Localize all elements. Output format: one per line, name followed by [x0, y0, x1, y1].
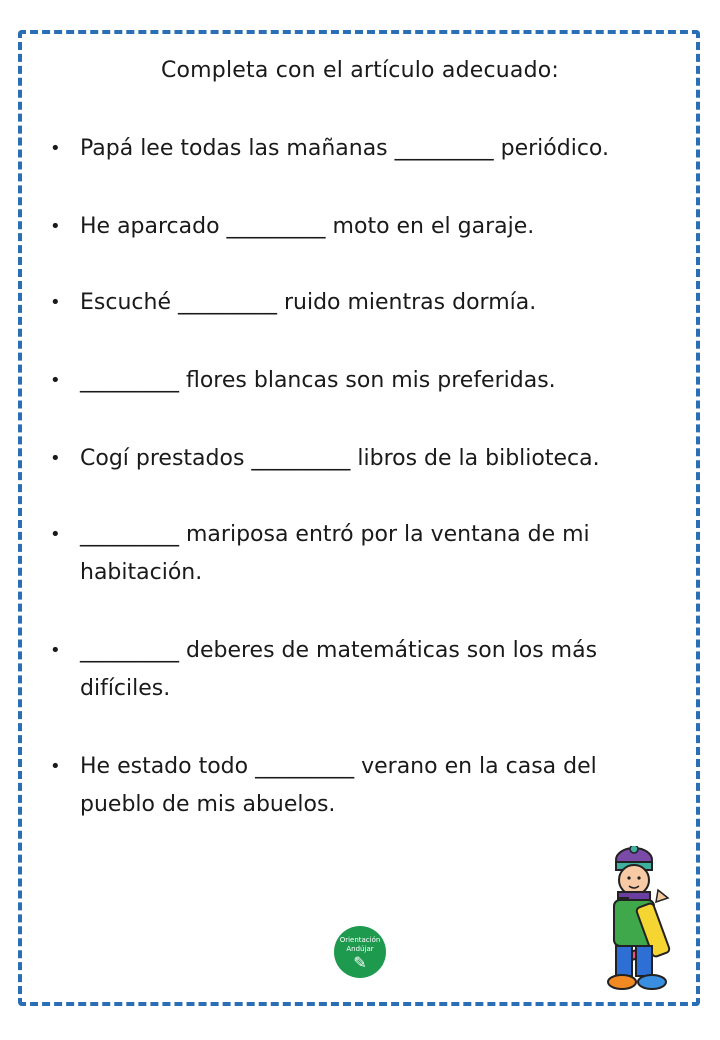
exercise-item [48, 362, 648, 400]
bullet: • [50, 292, 61, 313]
exercise-item [48, 284, 648, 322]
exercise-text: _________ mariposa entró por la ventana de mi habitación. [80, 522, 590, 585]
bullet: • [50, 138, 61, 159]
bullet: • [50, 756, 61, 777]
bullet: • [50, 216, 61, 237]
exercise-item [48, 208, 648, 246]
exercise-text: Cogí prestados _________ libros de la biblioteca. [80, 446, 600, 471]
bullet: • [50, 640, 61, 661]
exercise-item [48, 748, 648, 824]
bullet: • [50, 370, 61, 391]
worksheet-title: Completa con el artículo adecuado: [160, 58, 560, 83]
exercise-text: Escuché _________ ruido mientras dormía. [80, 290, 537, 315]
exercise-item [48, 632, 648, 708]
exercise-item [48, 516, 648, 592]
logo-line-1: Orientación [339, 936, 381, 944]
exercise-text: He aparcado _________ moto en el garaje. [80, 214, 535, 239]
bullet: • [50, 448, 61, 469]
exercise-text: Papá lee todas las mañanas _________ periódico. [80, 136, 609, 161]
exercise-text: _________ deberes de matemáticas son los más difíciles. [80, 638, 598, 701]
exercise-text: _________ flores blancas son mis preferidas. [80, 368, 556, 393]
pencil-icon: ✎ [353, 953, 367, 972]
logo-line-2: Andújar [346, 945, 374, 953]
exercise-item [48, 130, 648, 168]
exercise-item [48, 440, 648, 478]
bullet: • [50, 524, 61, 545]
exercise-text: He estado todo _________ verano en la casa del pueblo de mis abuelos. [80, 754, 597, 817]
child-with-pencil-illustration [598, 846, 688, 996]
orientacion-andujar-logo [334, 926, 386, 978]
